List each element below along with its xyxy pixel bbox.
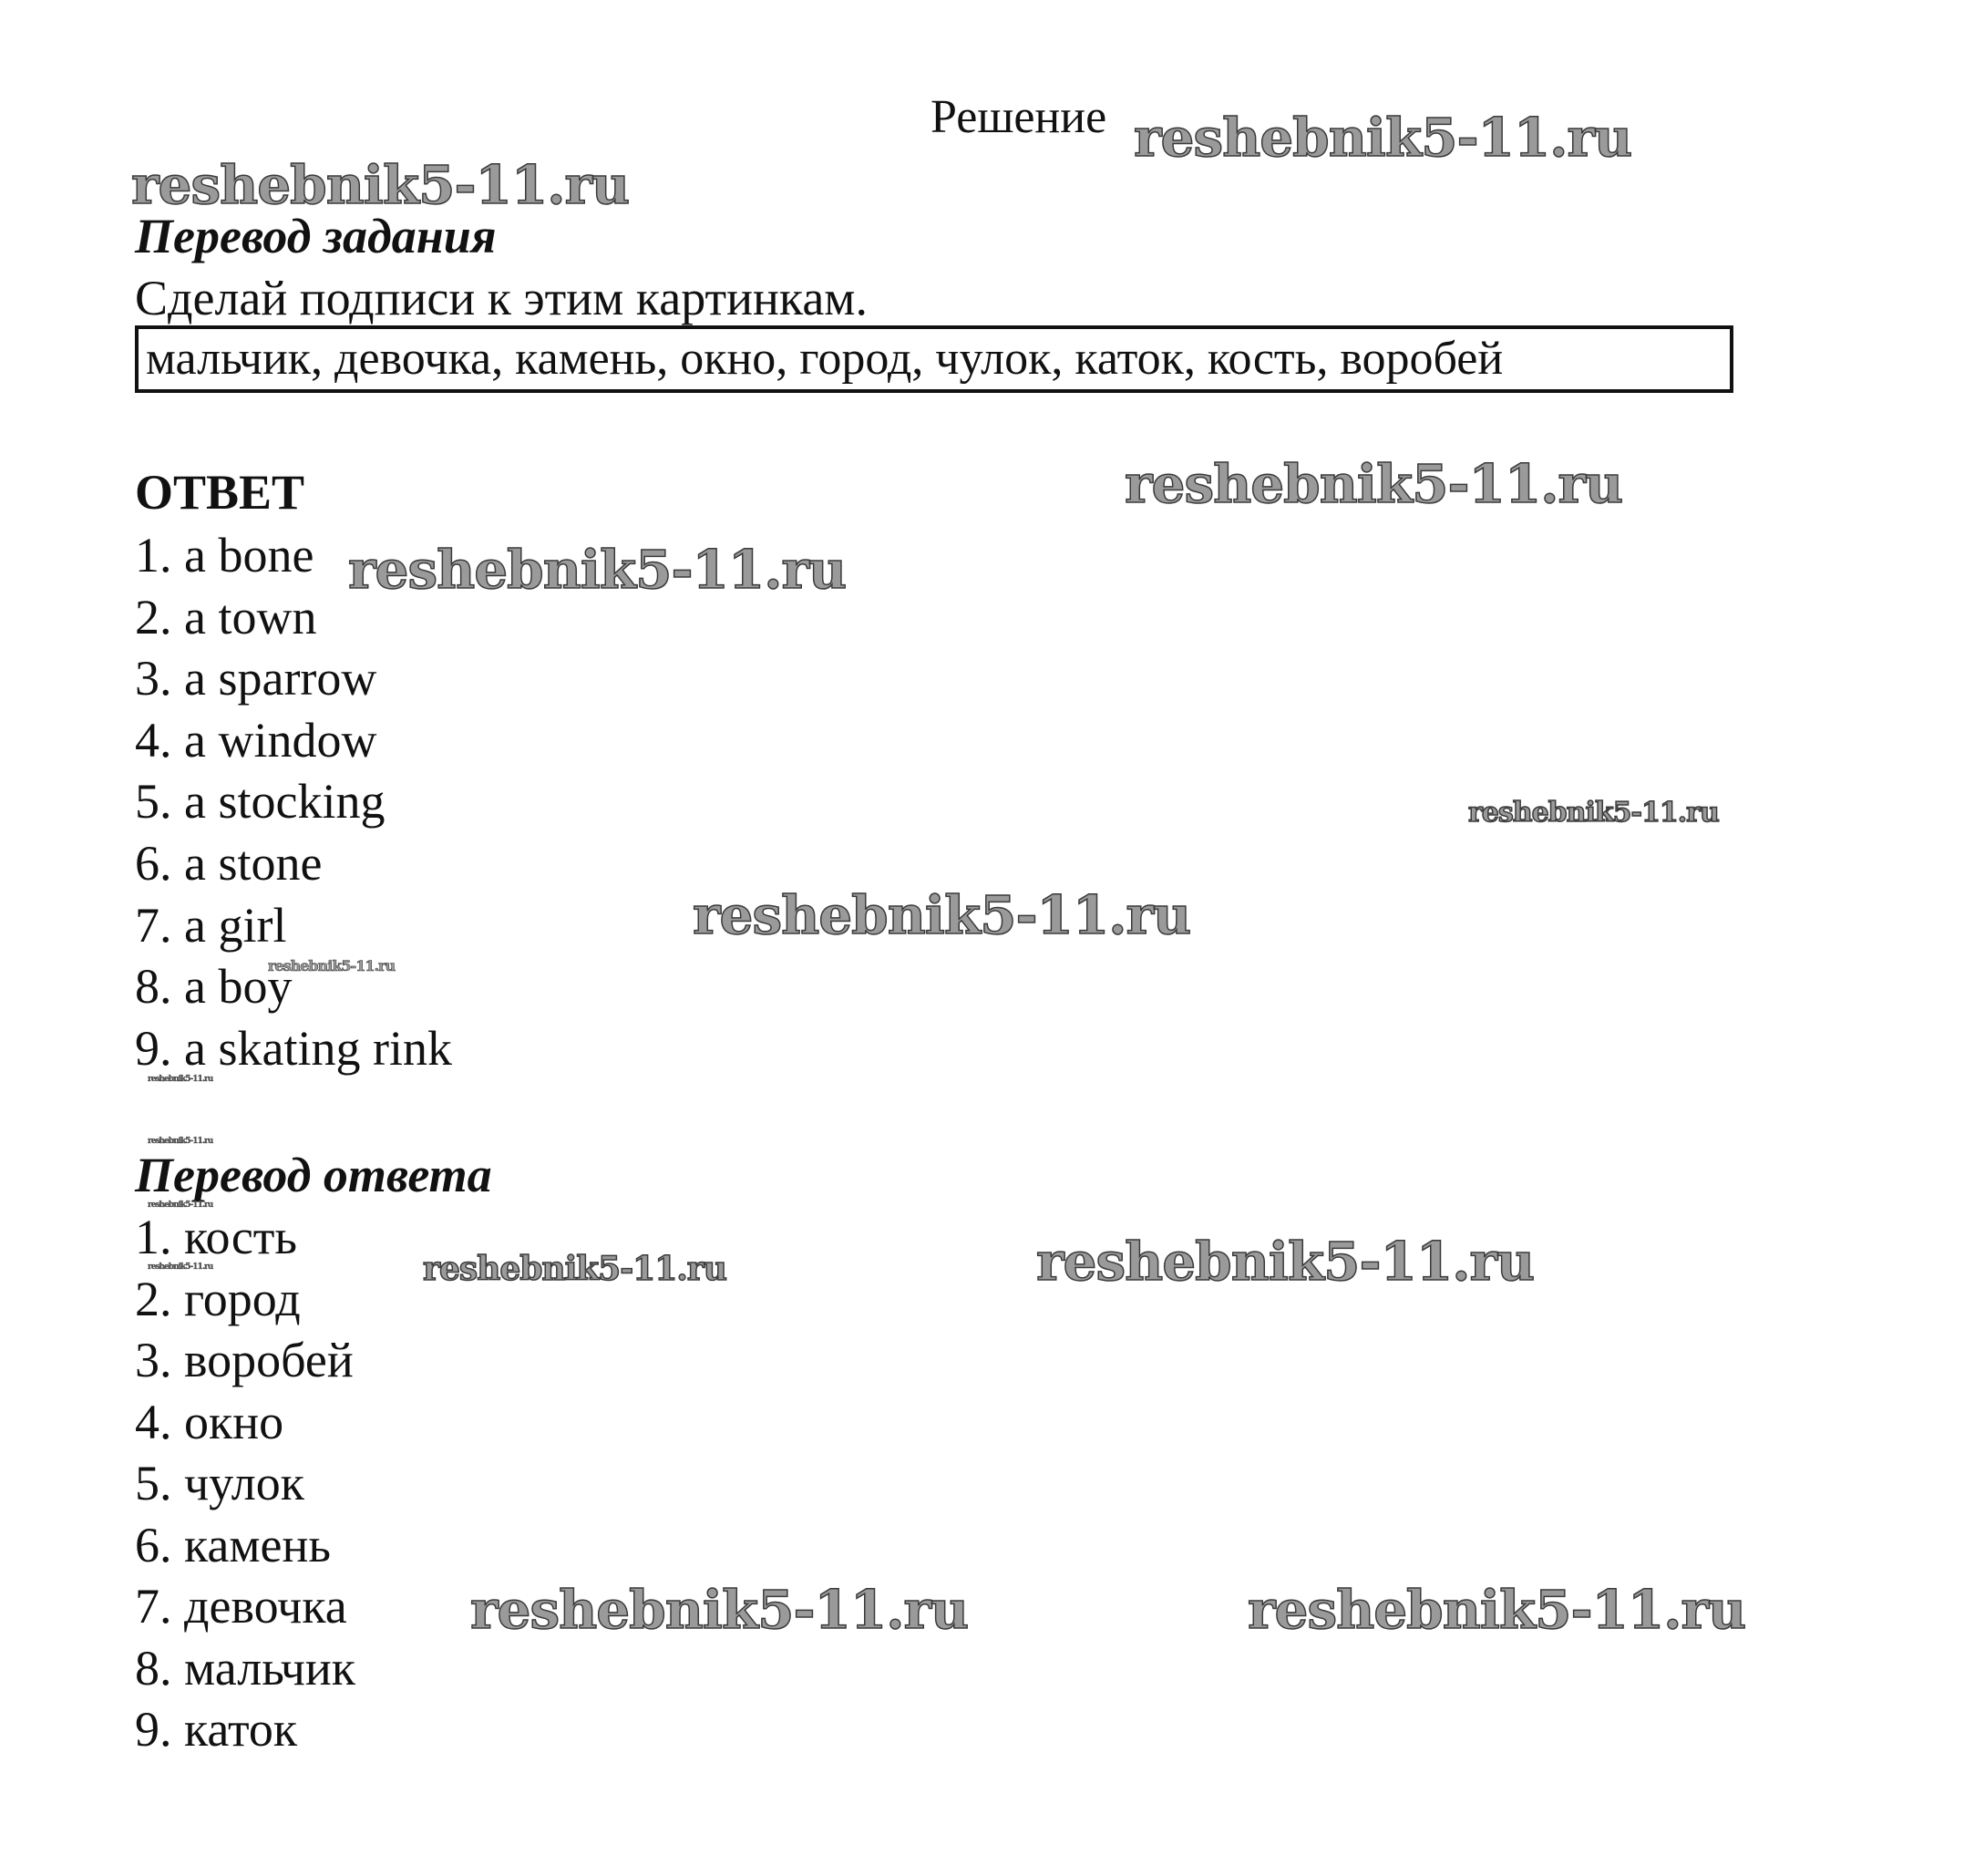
translation-item: 1. кость — [135, 1210, 298, 1264]
answer-item: 6. a stone — [135, 836, 323, 891]
watermark: reshebnik5-11.ru — [423, 1250, 726, 1288]
translation-item: 5. чулок — [135, 1456, 304, 1510]
watermark: reshebnik5-11.ru — [148, 1263, 213, 1272]
translation-item: 9. каток — [135, 1702, 298, 1757]
watermark: reshebnik5-11.ru — [1248, 1579, 1746, 1641]
task-translation-title: Перевод задания — [135, 209, 497, 263]
translation-item: 2. город — [135, 1272, 301, 1326]
translation-item: 7. девочка — [135, 1579, 347, 1634]
solution-heading: Решение — [931, 91, 1107, 143]
watermark: reshebnik5-11.ru — [148, 1201, 213, 1210]
watermark: reshebnik5-11.ru — [1036, 1231, 1535, 1293]
answer-title: ОТВЕТ — [135, 465, 305, 520]
watermark: reshebnik5-11.ru — [470, 1579, 969, 1641]
answer-item: 3. a sparrow — [135, 651, 377, 706]
translation-item: 6. камень — [135, 1518, 332, 1572]
answer-item: 9. a skating rink — [135, 1021, 452, 1076]
translation-item: 4. окно — [135, 1395, 284, 1449]
answer-item: 7. a girl — [135, 898, 287, 953]
watermark: reshebnik5-11.ru — [148, 1075, 213, 1084]
watermark: reshebnik5-11.ru — [131, 154, 630, 216]
translation-item: 3. воробей — [135, 1333, 354, 1387]
task-instruction: Сделай подписи к этим картинкам. — [135, 271, 868, 325]
watermark: reshebnik5-11.ru — [1125, 453, 1623, 515]
watermark: reshebnik5-11.ru — [1468, 797, 1719, 829]
watermark: reshebnik5-11.ru — [1134, 107, 1632, 169]
watermark: reshebnik5-11.ru — [348, 539, 847, 601]
answer-item: 1. a bone — [135, 528, 314, 582]
answer-translation-title: Перевод ответа — [135, 1148, 492, 1202]
word-box: мальчик, девочка, камень, окно, город, чулок, каток, кость, воробей — [135, 325, 1733, 393]
translation-item: 8. мальчик — [135, 1641, 355, 1696]
answer-item: 2. a town — [135, 590, 317, 644]
watermark: reshebnik5-11.ru — [268, 957, 396, 974]
answer-item: 5. a stocking — [135, 774, 386, 829]
answer-item: 4. a window — [135, 713, 377, 768]
watermark: reshebnik5-11.ru — [693, 884, 1191, 946]
answer-item: 8. a boy — [135, 959, 293, 1014]
watermark: reshebnik5-11.ru — [148, 1137, 213, 1146]
